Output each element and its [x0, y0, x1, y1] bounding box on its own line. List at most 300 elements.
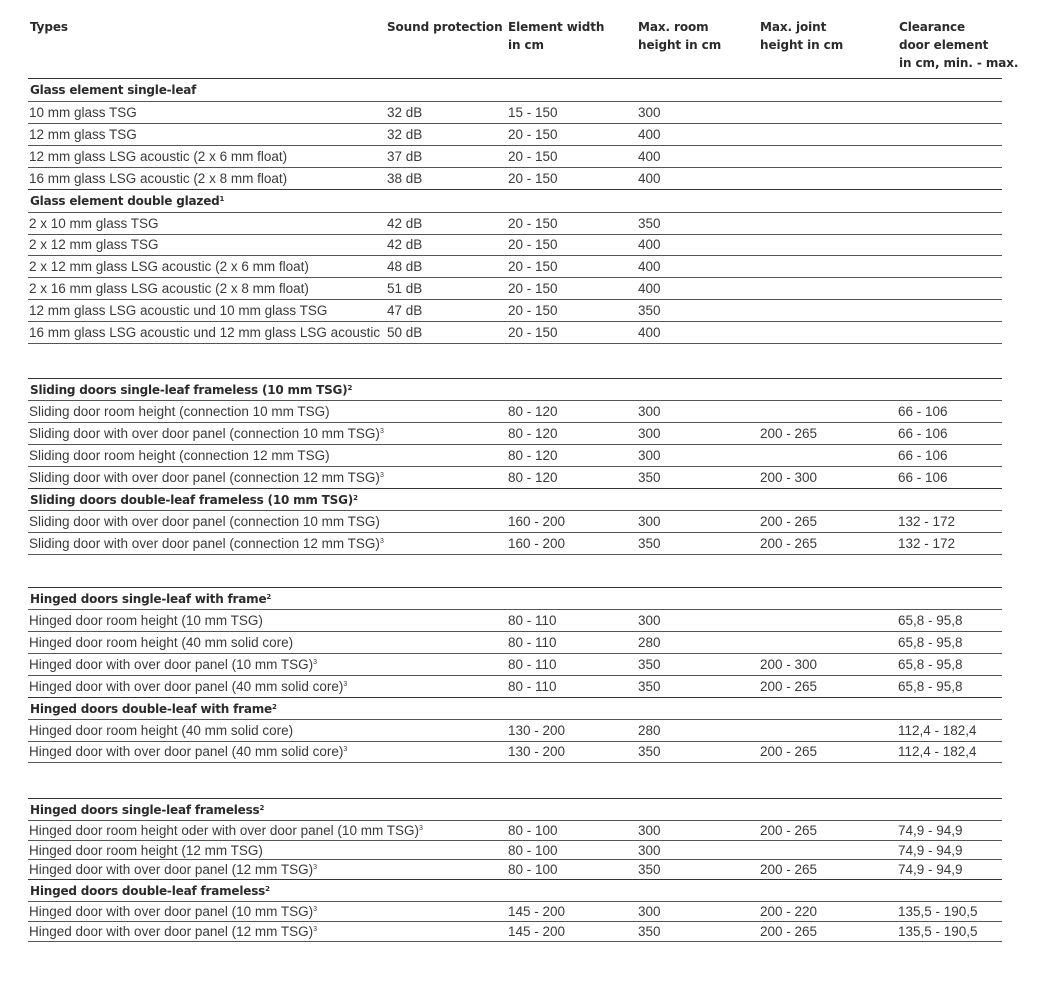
cell-max-room-height-text: 350: [638, 303, 661, 319]
row-rule: [28, 400, 1002, 401]
row-rule: [28, 741, 1002, 742]
cell-type: [29, 404, 330, 420]
section-title-text: Glass element double glazed: [30, 193, 220, 208]
cell-element-width-text: 80 - 100: [508, 822, 558, 838]
cell-max-room-height: [638, 514, 661, 530]
cell-clearance: [898, 536, 955, 552]
cell-max-joint-height: [760, 679, 817, 695]
cell-max-joint-height-text: 200 - 265: [760, 426, 818, 441]
footnote-marker: 3: [313, 658, 318, 666]
cell-max-joint-height-text: 200 - 265: [760, 678, 818, 694]
cell-max-room-height-text: 350: [638, 536, 661, 551]
cell-max-room-height: [638, 426, 661, 442]
cell-max-room-height-text: 400: [638, 148, 661, 164]
cell-type: [29, 216, 159, 232]
cell-type-text: 12 mm glass LSG acoustic und 10 mm glass TSG: [29, 303, 328, 319]
cell-type: [29, 127, 137, 143]
row-rule: [28, 532, 1002, 533]
cell-type-text: 10 mm glass TSG: [29, 104, 137, 120]
row-rule: [28, 343, 1002, 344]
row-rule: [28, 609, 1002, 610]
cell-max-joint-height: [760, 823, 817, 839]
cell-max-room-height: [638, 149, 661, 165]
row-rule: [28, 631, 1002, 632]
section-title: [30, 702, 277, 716]
header-max-joint-height: [760, 18, 843, 54]
cell-sound-protection-text: 37 dB: [387, 148, 423, 164]
cell-sound-protection: [387, 237, 422, 253]
cell-sound-protection: [387, 303, 422, 319]
cell-max-room-height: [638, 843, 661, 859]
cell-max-room-height-text: 400: [638, 325, 661, 341]
footnote-marker: 3: [379, 428, 384, 435]
cell-element-width-text: 145 - 200: [508, 923, 566, 939]
footnote-marker: 3: [343, 746, 348, 754]
footnote-marker: 2: [353, 494, 358, 502]
section-rule: [28, 587, 1002, 588]
cell-element-width: [508, 404, 558, 420]
cell-max-joint-height: [760, 536, 817, 552]
cell-clearance: [898, 635, 963, 651]
cell-type: [29, 426, 384, 442]
cell-type-text: Sliding door with over door panel (connection 10 mm TSG): [29, 514, 380, 529]
cell-clearance: [898, 904, 978, 920]
cell-element-width: [508, 470, 558, 486]
cell-clearance-text: 112,4 - 182,4: [898, 722, 977, 738]
section-title-text: Hinged doors double-leaf with frame: [30, 701, 272, 716]
footnote-marker: 2: [347, 384, 353, 392]
cell-max-joint-height-text: 200 - 265: [760, 923, 818, 939]
cell-clearance-text: 132 - 172: [898, 514, 956, 529]
cell-element-width: [508, 259, 558, 275]
cell-clearance: [898, 823, 963, 839]
cell-clearance: [898, 862, 963, 878]
cell-element-width: [508, 303, 558, 319]
cell-max-room-height: [638, 470, 661, 486]
header-line: in cm: [508, 38, 544, 52]
cell-max-room-height: [638, 904, 661, 920]
cell-element-width-text: 130 - 200: [508, 722, 566, 738]
cell-type-text: Hinged door with over door panel (10 mm TSG): [29, 656, 314, 672]
cell-type: [29, 536, 384, 552]
section-title-text: Hinged doors single-leaf frameless: [30, 803, 260, 817]
cell-clearance-text: 66 - 106: [898, 470, 948, 485]
cell-max-room-height: [638, 105, 661, 121]
cell-max-room-height-text: 350: [638, 470, 661, 485]
cell-clearance-text: 135,5 - 190,5: [898, 903, 978, 919]
cell-max-room-height: [638, 635, 661, 651]
cell-clearance: [898, 723, 977, 739]
cell-max-room-height: [638, 448, 661, 464]
cell-sound-protection-text: 50 dB: [387, 325, 423, 341]
cell-element-width-text: 20 - 150: [508, 148, 558, 164]
cell-max-joint-height: [760, 924, 817, 940]
cell-max-room-height-text: 280: [638, 722, 661, 738]
cell-max-room-height: [638, 862, 661, 878]
cell-type: [29, 635, 293, 651]
cell-element-width: [508, 679, 557, 695]
cell-sound-protection-text: 47 dB: [387, 303, 423, 319]
row-rule: [28, 820, 1002, 821]
section-title: [30, 83, 196, 97]
cell-element-width: [508, 237, 558, 253]
cell-max-joint-height: [760, 426, 817, 442]
cell-max-room-height-text: 300: [638, 448, 661, 463]
cell-clearance: [898, 514, 955, 530]
cell-type: [29, 303, 327, 319]
cell-type: [29, 325, 380, 341]
cell-type: [29, 613, 263, 629]
row-rule: [28, 255, 1002, 256]
row-rule: [28, 321, 1002, 322]
cell-max-room-height: [638, 303, 661, 319]
cell-max-joint-height-text: 200 - 300: [760, 656, 818, 672]
cell-element-width-text: 20 - 150: [508, 303, 558, 319]
cell-max-room-height: [638, 281, 661, 297]
cell-max-room-height-text: 300: [638, 842, 661, 858]
cell-element-width-text: 80 - 110: [508, 656, 557, 672]
cell-max-room-height-text: 300: [638, 903, 661, 919]
cell-max-joint-height-text: 200 - 265: [760, 744, 818, 760]
cell-type-text: Sliding door room height (connection 10 mm TSG): [29, 404, 330, 419]
cell-max-room-height: [638, 924, 661, 940]
cell-clearance: [898, 744, 977, 760]
footnote-marker: 3: [379, 472, 384, 479]
row-rule: [28, 167, 1002, 168]
cell-element-width-text: 20 - 150: [508, 259, 558, 275]
cell-element-width: [508, 904, 565, 920]
row-rule: [28, 719, 1002, 720]
header-line: in cm, min. - max.: [899, 56, 1019, 70]
cell-max-joint-height-text: 200 - 265: [760, 822, 818, 838]
cell-clearance-text: 135,5 - 190,5: [898, 923, 978, 939]
section-rule: [28, 488, 1002, 489]
cell-max-joint-height-text: 200 - 220: [760, 903, 818, 919]
cell-max-room-height: [638, 536, 661, 552]
row-rule: [28, 299, 1002, 300]
cell-max-room-height: [638, 127, 661, 143]
header-sound-protection: Sound protection: [387, 20, 503, 34]
cell-max-room-height-text: 350: [638, 744, 661, 760]
cell-max-room-height-text: 400: [638, 237, 661, 253]
header-line: height in cm: [760, 38, 844, 52]
header-line: height in cm: [638, 38, 722, 52]
cell-max-room-height-text: 350: [638, 215, 661, 231]
cell-max-room-height-text: 280: [638, 634, 661, 650]
cell-type: [29, 904, 317, 920]
cell-clearance-text: 65,8 - 95,8: [898, 656, 963, 672]
cell-type: [29, 924, 317, 940]
cell-clearance: [898, 613, 963, 629]
cell-type: [29, 105, 137, 121]
cell-sound-protection: [387, 127, 422, 143]
cell-max-room-height: [638, 404, 661, 420]
cell-sound-protection-text: 42 dB: [387, 215, 423, 231]
cell-max-room-height-text: 300: [638, 426, 661, 441]
cell-type-text: 2 x 10 mm glass TSG: [29, 215, 159, 231]
cell-element-width-text: 80 - 100: [508, 862, 558, 878]
section-title: [30, 592, 271, 606]
section-title-text: Hinged doors double-leaf frameless: [30, 884, 266, 899]
cell-max-joint-height-text: 200 - 265: [760, 536, 818, 551]
row-rule: [28, 859, 1002, 860]
footnote-marker: 3: [313, 905, 318, 913]
cell-element-width: [508, 635, 557, 651]
footnote-marker: 3: [418, 824, 423, 832]
cell-max-room-height: [638, 237, 661, 253]
row-rule: [28, 212, 1002, 213]
cell-element-width: [508, 216, 558, 232]
section-title-text: Sliding doors single-leaf frameless (10 mm TSG): [30, 383, 348, 397]
cell-type: [29, 259, 309, 275]
cell-type: [29, 237, 159, 253]
cell-sound-protection: [387, 325, 422, 341]
cell-type-text: 12 mm glass LSG acoustic (2 x 6 mm float): [29, 148, 288, 164]
cell-type: [29, 723, 293, 739]
row-rule: [28, 941, 1002, 942]
cell-element-width-text: 80 - 120: [508, 470, 558, 485]
cell-type-text: Hinged door with over door panel (40 mm solid core): [29, 744, 344, 760]
cell-max-room-height: [638, 657, 661, 673]
footnote-marker: 2: [259, 804, 265, 812]
cell-element-width: [508, 843, 558, 859]
cell-max-room-height-text: 350: [638, 678, 661, 694]
row-rule: [28, 554, 1002, 555]
header-element-width: [508, 18, 604, 54]
cell-sound-protection-text: 38 dB: [387, 170, 423, 186]
cell-element-width: [508, 281, 558, 297]
cell-type-text: Sliding door with over door panel (connection 12 mm TSG): [29, 470, 380, 485]
cell-type-text: 12 mm glass TSG: [29, 126, 137, 142]
cell-sound-protection: [387, 149, 422, 165]
cell-sound-protection-text: 32 dB: [387, 126, 423, 142]
section-title: [30, 803, 264, 817]
section-rule: [28, 798, 1002, 799]
cell-max-room-height-text: 300: [638, 404, 661, 419]
cell-sound-protection: [387, 171, 422, 187]
row-rule: [28, 101, 1002, 102]
cell-sound-protection: [387, 105, 422, 121]
cell-clearance: [898, 426, 948, 442]
footnote-marker: 2: [266, 593, 272, 601]
cell-max-room-height: [638, 679, 661, 695]
cell-type-text: Hinged door room height (10 mm TSG): [29, 612, 263, 628]
cell-element-width: [508, 127, 558, 143]
footnote-marker: 3: [379, 538, 384, 545]
cell-element-width: [508, 149, 558, 165]
cell-element-width-text: 15 - 150: [508, 104, 558, 120]
cell-element-width-text: 160 - 200: [508, 514, 566, 529]
cell-element-width: [508, 862, 558, 878]
cell-type: [29, 171, 287, 187]
cell-sound-protection: [387, 216, 422, 232]
header-line: door element: [899, 38, 989, 52]
row-rule: [28, 921, 1002, 922]
cell-clearance-text: 132 - 172: [898, 536, 956, 551]
row-rule: [28, 901, 1002, 902]
footnote-marker: 1: [219, 194, 225, 203]
row-rule: [28, 466, 1002, 467]
section-title: [30, 493, 358, 507]
cell-clearance: [898, 470, 948, 486]
cell-max-joint-height: [760, 657, 817, 673]
cell-type: [29, 843, 263, 859]
cell-max-room-height: [638, 823, 661, 839]
cell-element-width: [508, 613, 557, 629]
cell-clearance-text: 65,8 - 95,8: [898, 678, 963, 694]
cell-element-width: [508, 823, 558, 839]
cell-clearance: [898, 843, 963, 859]
cell-max-room-height: [638, 171, 661, 187]
footnote-marker: 2: [265, 885, 270, 894]
cell-max-room-height-text: 400: [638, 126, 661, 142]
section-title: [30, 884, 270, 898]
row-rule: [28, 840, 1002, 841]
cell-element-width-text: 20 - 150: [508, 237, 558, 253]
footnote-marker: 3: [313, 864, 318, 872]
row-rule: [28, 123, 1002, 124]
header-max-room-height: [638, 18, 721, 54]
header-clearance: [899, 18, 1018, 72]
cell-clearance-text: 66 - 106: [898, 448, 948, 463]
cell-element-width-text: 130 - 200: [508, 744, 566, 760]
cell-clearance: [898, 679, 963, 695]
row-rule: [28, 145, 1002, 146]
cell-type-text: Sliding door with over door panel (connection 10 mm TSG): [29, 426, 380, 441]
cell-max-joint-height-text: 200 - 300: [760, 470, 818, 485]
cell-max-room-height-text: 350: [638, 656, 661, 672]
cell-element-width-text: 145 - 200: [508, 903, 566, 919]
cell-type-text: Sliding door room height (connection 12 mm TSG): [29, 448, 330, 463]
cell-element-width-text: 80 - 110: [508, 612, 557, 628]
cell-max-joint-height-text: 200 - 265: [760, 862, 818, 878]
cell-element-width: [508, 171, 558, 187]
cell-element-width-text: 20 - 150: [508, 170, 558, 186]
cell-element-width: [508, 723, 565, 739]
cell-element-width-text: 20 - 150: [508, 325, 558, 341]
cell-element-width-text: 80 - 110: [508, 678, 557, 694]
cell-element-width-text: 80 - 120: [508, 448, 558, 463]
cell-max-room-height: [638, 259, 661, 275]
header-line: Max. joint: [760, 20, 827, 34]
cell-element-width: [508, 657, 557, 673]
header-line: Max. room: [638, 20, 709, 34]
header-types: Types: [30, 20, 68, 34]
cell-type-text: Hinged door with over door panel (12 mm TSG): [29, 923, 314, 939]
cell-type-text: Hinged door room height (40 mm solid core): [29, 634, 294, 650]
cell-element-width-text: 80 - 100: [508, 842, 558, 858]
cell-max-room-height-text: 350: [638, 923, 661, 939]
cell-type: [29, 149, 287, 165]
row-rule: [28, 234, 1002, 235]
cell-type: [29, 448, 330, 464]
cell-element-width-text: 20 - 150: [508, 215, 558, 231]
cell-clearance: [898, 924, 978, 940]
footnote-marker: 3: [343, 680, 348, 688]
cell-type: [29, 281, 309, 297]
row-rule: [28, 277, 1002, 278]
cell-max-joint-height: [760, 514, 817, 530]
cell-type-text: Hinged door room height (12 mm TSG): [29, 842, 263, 858]
section-title: [30, 194, 224, 208]
cell-clearance: [898, 657, 963, 673]
cell-type: [29, 514, 380, 530]
cell-max-room-height-text: 300: [638, 104, 661, 120]
cell-max-room-height-text: 300: [638, 822, 661, 838]
footnote-marker: 3: [313, 925, 318, 933]
cell-clearance-text: 74,9 - 94,9: [898, 842, 963, 858]
cell-sound-protection-text: 32 dB: [387, 104, 423, 120]
cell-clearance-text: 112,4 - 182,4: [898, 744, 977, 760]
row-rule: [28, 444, 1002, 445]
cell-element-width: [508, 105, 558, 121]
cell-clearance: [898, 448, 948, 464]
cell-type-text: 16 mm glass LSG acoustic (2 x 8 mm float): [29, 170, 288, 186]
cell-type: [29, 823, 423, 839]
cell-max-room-height-text: 350: [638, 862, 661, 878]
cell-element-width-text: 160 - 200: [508, 536, 566, 551]
cell-type-text: Hinged door with over door panel (12 mm TSG): [29, 862, 314, 878]
cell-element-width: [508, 744, 565, 760]
header-line: Clearance: [899, 20, 966, 34]
cell-clearance-text: 65,8 - 95,8: [898, 612, 963, 628]
section-rule: [28, 78, 1002, 79]
section-title-text: Sliding doors double-leaf frameless (10 mm TSG): [30, 493, 354, 507]
section-rule: [28, 378, 1002, 379]
cell-element-width-text: 20 - 150: [508, 126, 558, 142]
section-rule: [28, 697, 1002, 698]
cell-type: [29, 862, 317, 878]
cell-max-joint-height: [760, 744, 817, 760]
cell-type: [29, 744, 347, 760]
row-rule: [28, 675, 1002, 676]
row-rule: [28, 653, 1002, 654]
cell-max-room-height: [638, 325, 661, 341]
cell-type: [29, 657, 317, 673]
cell-type-text: 2 x 16 mm glass LSG acoustic (2 x 8 mm float): [29, 281, 309, 297]
footnote-marker: 2: [272, 702, 277, 711]
cell-element-width: [508, 325, 558, 341]
cell-element-width-text: 80 - 120: [508, 404, 558, 419]
cell-type-text: 2 x 12 mm glass LSG acoustic (2 x 6 mm float): [29, 259, 309, 275]
header-line: Element width: [508, 20, 605, 34]
section-rule: [28, 189, 1002, 190]
cell-max-joint-height: [760, 904, 817, 920]
cell-sound-protection-text: 42 dB: [387, 237, 423, 253]
cell-clearance: [898, 404, 948, 420]
cell-element-width: [508, 924, 565, 940]
cell-sound-protection-text: 48 dB: [387, 259, 423, 275]
cell-type-text: Hinged door with over door panel (40 mm solid core): [29, 678, 344, 694]
cell-clearance-text: 74,9 - 94,9: [898, 862, 963, 878]
cell-clearance-text: 65,8 - 95,8: [898, 634, 963, 650]
cell-max-room-height: [638, 613, 661, 629]
cell-sound-protection: [387, 259, 422, 275]
cell-max-room-height-text: 300: [638, 514, 661, 529]
cell-clearance-text: 74,9 - 94,9: [898, 822, 963, 838]
cell-element-width: [508, 426, 558, 442]
cell-type-text: 2 x 12 mm glass TSG: [29, 237, 159, 253]
section-title-text: Glass element single-leaf: [30, 83, 197, 97]
cell-max-joint-height: [760, 862, 817, 878]
cell-type-text: Hinged door room height oder with over door panel (10 mm TSG): [29, 822, 419, 838]
cell-element-width-text: 80 - 110: [508, 634, 557, 650]
cell-element-width: [508, 448, 558, 464]
cell-type-text: Hinged door with over door panel (10 mm TSG): [29, 903, 314, 919]
section-title: [30, 383, 352, 397]
cell-max-room-height-text: 400: [638, 281, 661, 297]
cell-sound-protection-text: 51 dB: [387, 281, 423, 297]
